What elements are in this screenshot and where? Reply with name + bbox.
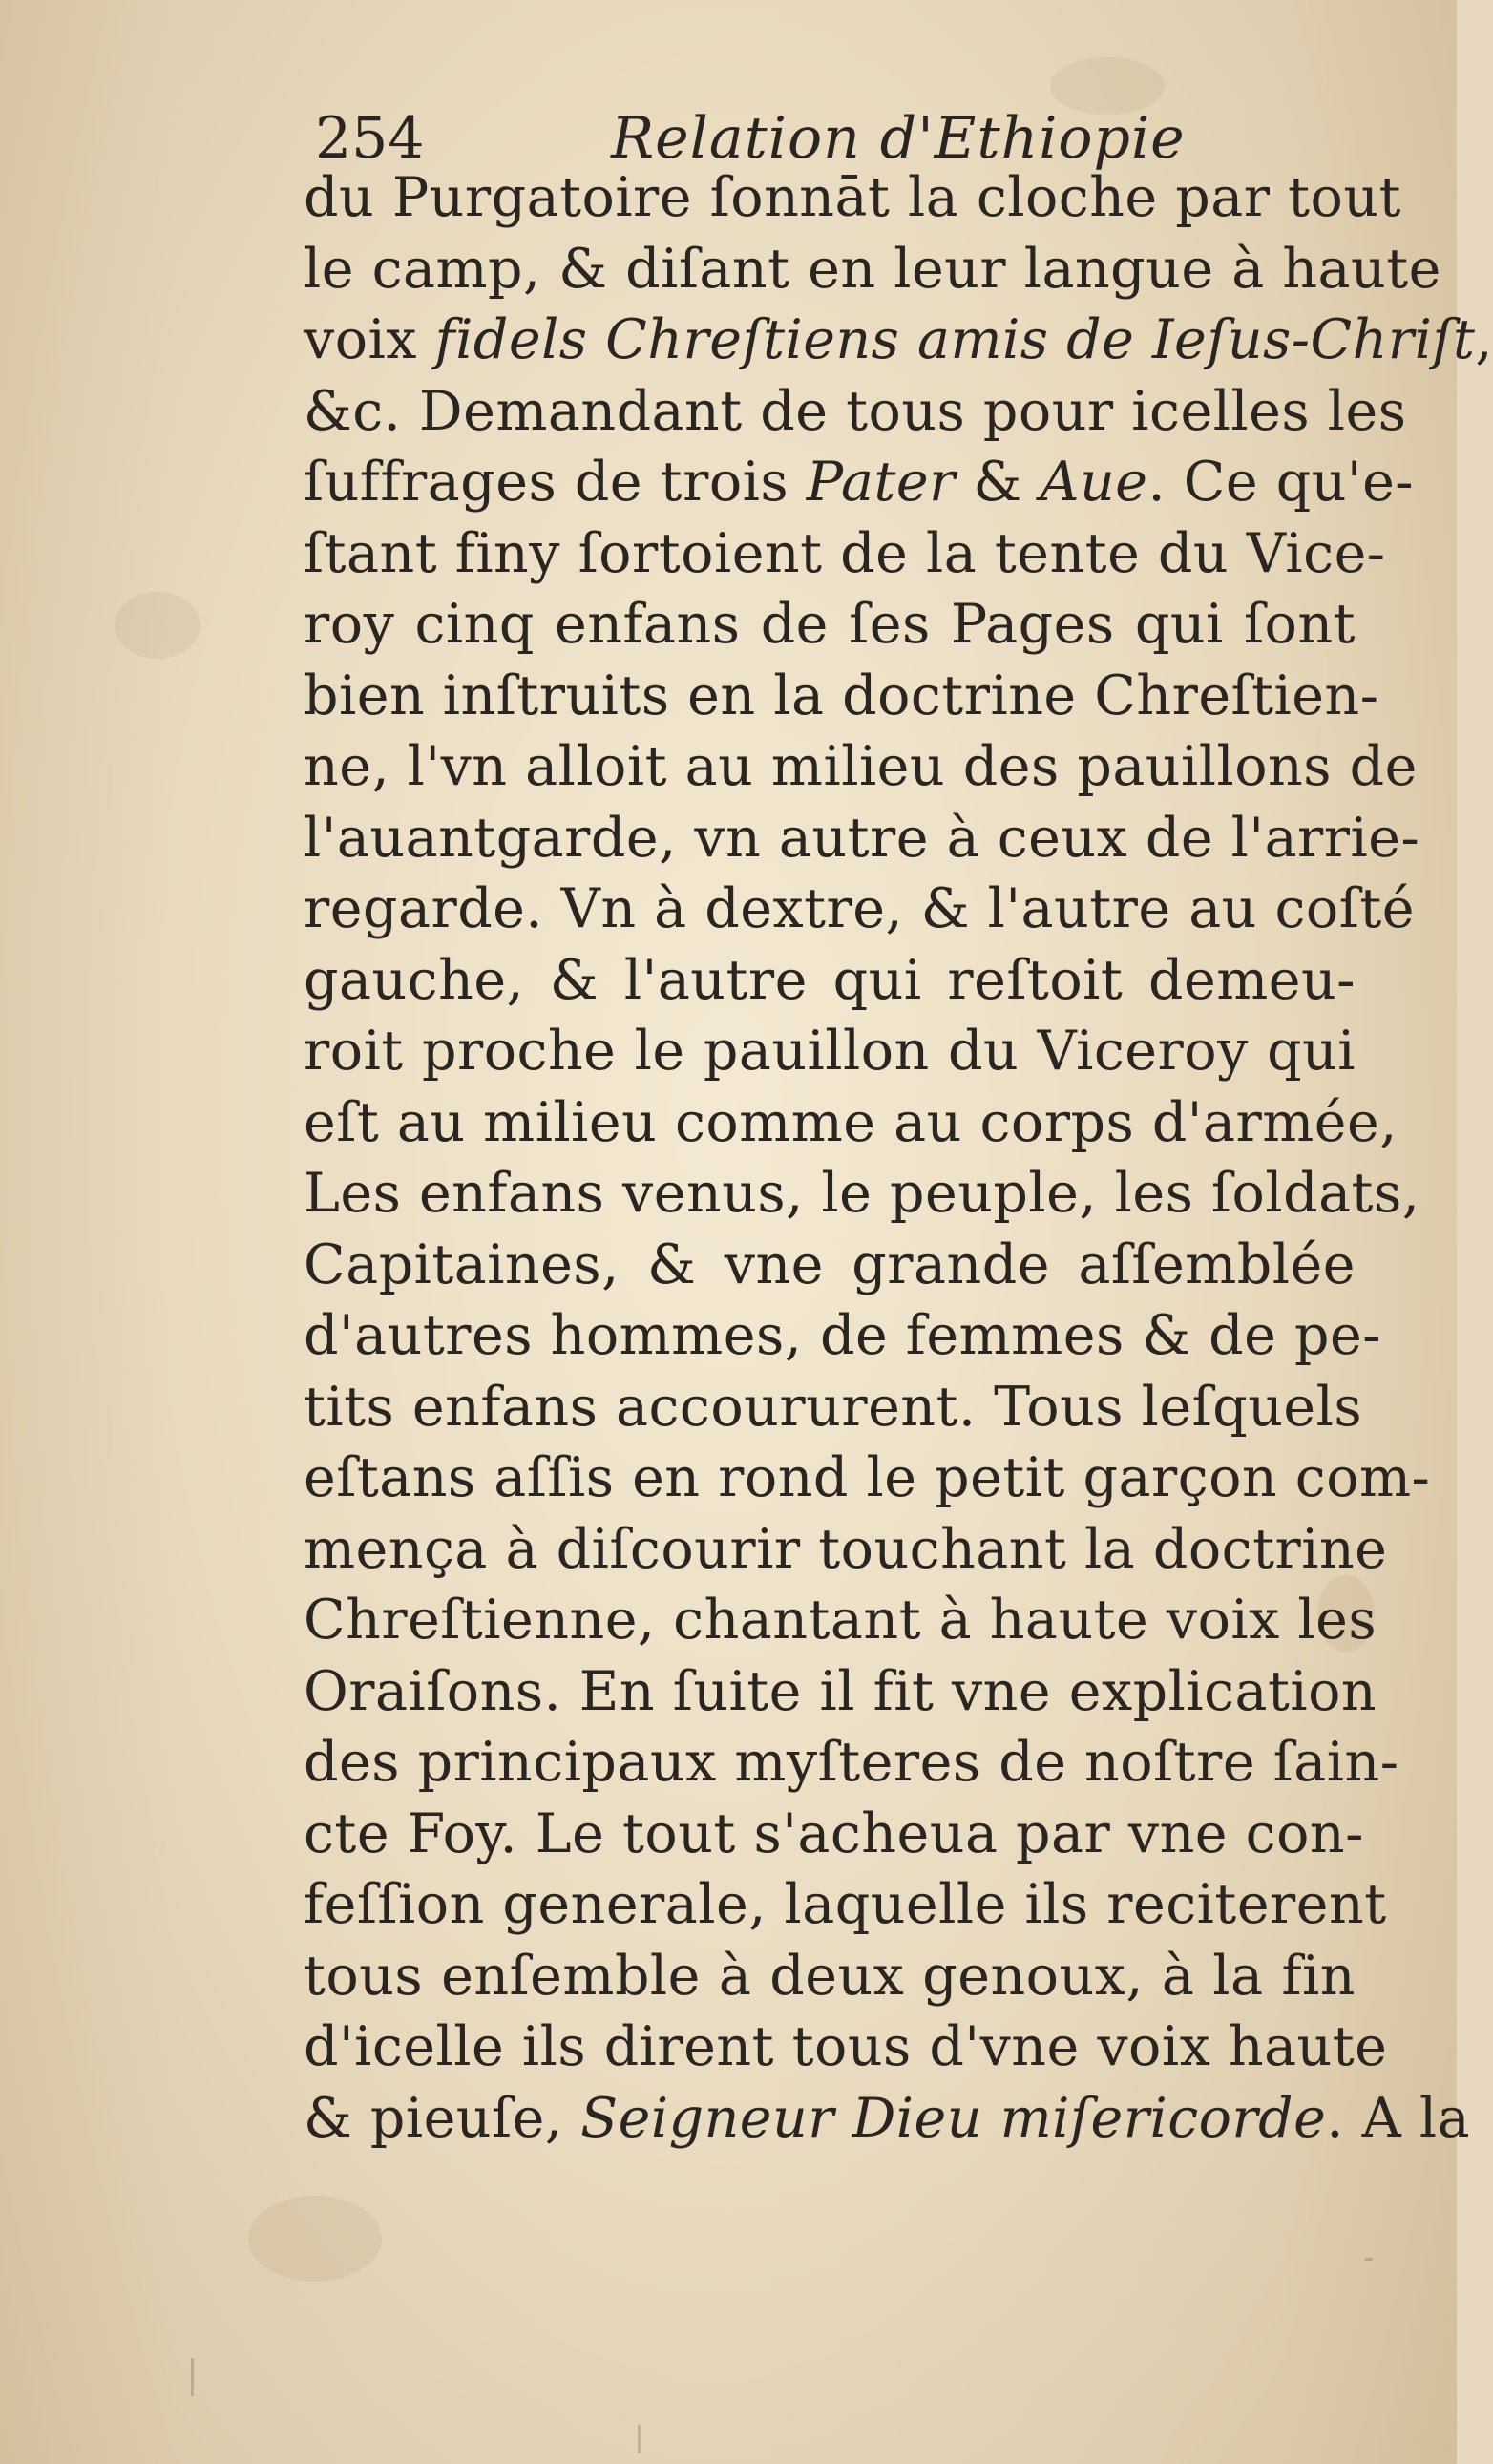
text-segment: le camp, & diſant en leur langue à haute xyxy=(304,237,1441,301)
text-line xyxy=(304,447,1415,518)
text-segment: d'autres hommes, de femmes & de pe- xyxy=(304,1304,1381,1367)
text-segment: cte Foy. Le tout s'acheua par vne con- xyxy=(304,1801,1364,1865)
text-line xyxy=(304,518,1386,590)
text-line xyxy=(304,376,1407,448)
italic-segment: Seigneur Dieu miſericorde xyxy=(580,2086,1327,2150)
text-segment: & xyxy=(955,451,1041,514)
running-title: Relation d'Ethiopie xyxy=(611,105,1186,172)
text-segment: ne, l'vn alloit au milieu des pauillons de xyxy=(304,735,1418,798)
text-segment: mença à diſcourir touchant la doctrine xyxy=(304,1517,1388,1581)
text-line xyxy=(304,731,1418,803)
text-segment: feſſion generale, laquelle ils reciterent xyxy=(304,1873,1387,1936)
text-line xyxy=(304,162,1401,234)
text-line xyxy=(304,1727,1399,1799)
text-line xyxy=(304,2083,1471,2155)
text-line xyxy=(304,1514,1388,1586)
text-line xyxy=(304,1941,1356,2012)
text-segment: eſt au milieu comme au corps d'armée, xyxy=(304,1090,1398,1154)
text-segment: Oraiſons. En ſuite il fit vne explication xyxy=(304,1659,1377,1723)
text-line xyxy=(304,874,1415,945)
text-segment: voix xyxy=(304,308,435,371)
text-segment: tits enfans accoururent. Tous leſquels xyxy=(304,1375,1363,1439)
italic-segment: Pater xyxy=(806,451,956,514)
text-segment: Capitaines, & vne grande aſſemblée xyxy=(304,1232,1356,1296)
text-line xyxy=(304,2011,1388,2083)
text-segment: roy cinq enfans de ſes Pages qui ſont xyxy=(304,593,1356,656)
ink-speck xyxy=(638,2425,641,2453)
text-segment: Les enfans venus, le peuple, les ſoldats, xyxy=(304,1162,1420,1225)
text-line xyxy=(304,1799,1364,1870)
body-text xyxy=(304,162,1493,2154)
text-segment: gauche, & l'autre qui reſtoit demeu- xyxy=(304,948,1356,1012)
text-line xyxy=(304,305,1493,376)
text-line xyxy=(304,1443,1431,1514)
text-line xyxy=(304,945,1356,1017)
text-line xyxy=(304,1230,1356,1301)
text-segment: du Purgatoire ſonnāt la cloche par tout xyxy=(304,166,1401,229)
ink-speck xyxy=(1365,2258,1373,2261)
text-line xyxy=(304,803,1420,874)
text-line xyxy=(304,234,1441,305)
text-segment: d'icelle ils dirent tous d'vne voix haute xyxy=(304,2015,1388,2078)
text-segment: eſtans aſſis en rond le petit garçon com- xyxy=(304,1446,1431,1509)
text-line xyxy=(304,661,1379,732)
paper-stain xyxy=(115,592,200,659)
text-line xyxy=(304,1158,1420,1230)
ink-speck xyxy=(191,2358,194,2396)
text-segment: ſuffrages de trois xyxy=(304,451,807,514)
text-line xyxy=(304,1372,1363,1443)
text-line xyxy=(304,1300,1381,1372)
text-segment: , xyxy=(1475,308,1493,371)
text-segment: ſtant finy ſortoient de la tente du Vice- xyxy=(304,521,1386,585)
paper-stain xyxy=(248,2196,382,2282)
text-segment: l'auantgarde, vn autre à ceux de l'arrie- xyxy=(304,806,1420,870)
text-segment: roit proche le pauillon du Viceroy qui xyxy=(304,1020,1356,1083)
text-segment: Chreſtienne, chantant à haute voix les xyxy=(304,1589,1377,1652)
text-segment: regarde. Vn à dextre, & l'autre au coſté xyxy=(304,877,1415,940)
text-line xyxy=(304,1016,1356,1087)
text-segment: &c. Demandant de tous pour icelles les xyxy=(304,379,1407,443)
text-segment: . A la xyxy=(1326,2086,1471,2150)
text-line xyxy=(304,1087,1398,1159)
text-line xyxy=(304,1656,1377,1728)
text-line xyxy=(304,589,1356,661)
page-number: 254 xyxy=(315,105,425,172)
text-segment: . Ce qu'e- xyxy=(1147,451,1415,514)
text-segment: tous enſemble à deux genoux, à la fin xyxy=(304,1944,1356,2008)
text-line xyxy=(304,1585,1377,1656)
text-line xyxy=(304,1869,1387,1941)
text-segment: bien inſtruits en la doctrine Chreſtien- xyxy=(304,663,1379,727)
italic-segment: Aue xyxy=(1040,451,1148,514)
text-segment: & pieuſe, xyxy=(304,2086,581,2150)
italic-segment: fidels Chreſtiens amis de Ieſus-Chriſt xyxy=(434,308,1476,371)
text-segment: des principaux myſteres de noſtre ſain- xyxy=(304,1731,1399,1794)
